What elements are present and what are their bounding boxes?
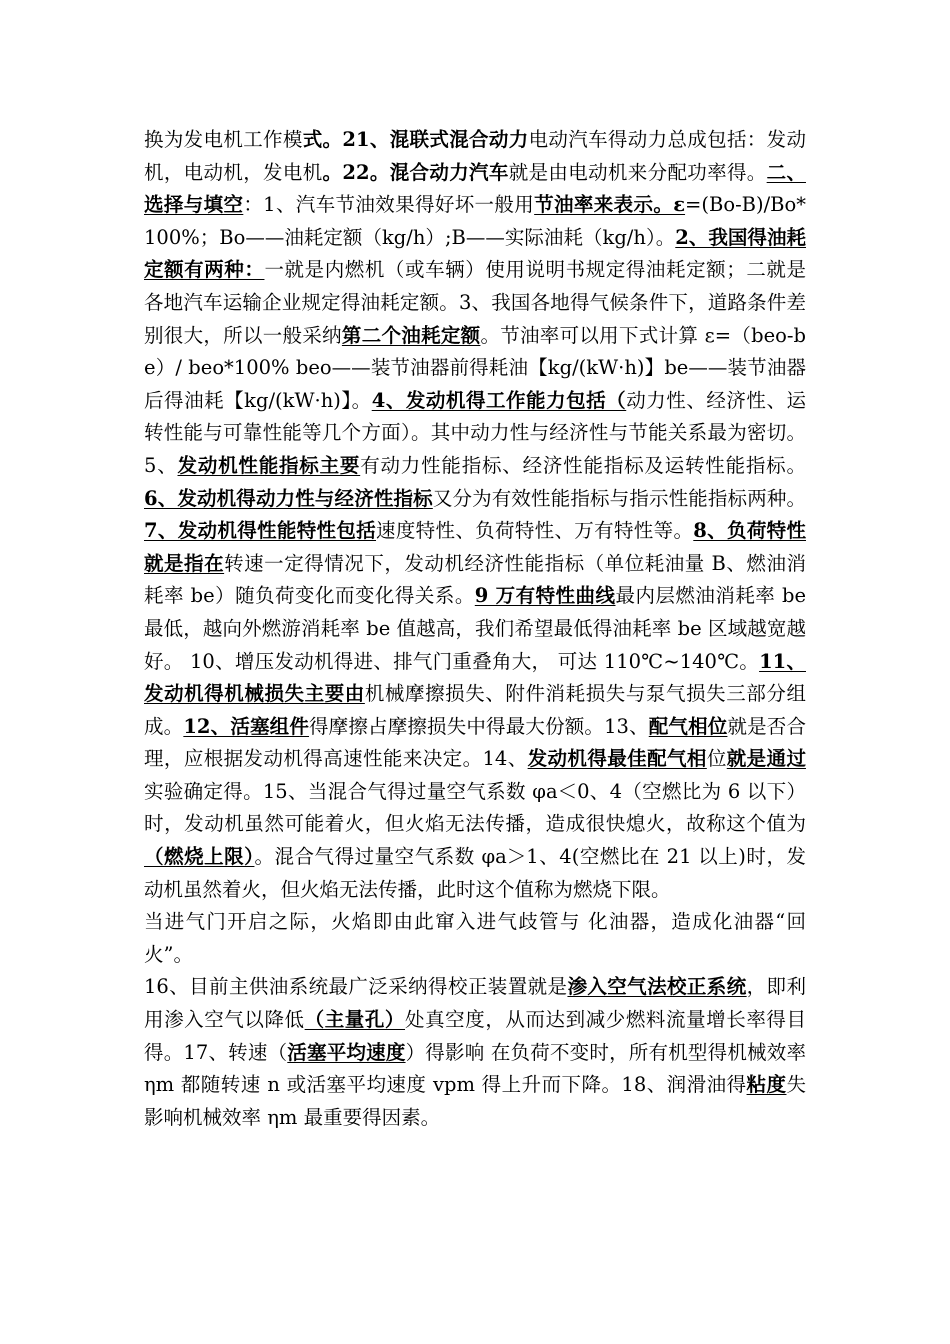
text-run: 有动力性能指标、经济性能指标及运转性能指标。 xyxy=(360,453,806,477)
text-run: 失影响机械效率 ηm 最重要得因素。 xyxy=(144,1073,806,1129)
bold-text: 式。21、混联式混合动力 xyxy=(302,128,529,151)
text-run: ，即利用渗入空气以降低 xyxy=(144,975,806,1032)
text-run: 一就是内燃机（或车辆）使用说明书规定得油耗定额；二就是各地汽车运输企业规定得油耗定额。3、我国各地得气候条件下，道路条件差别很大，所以一般采纳 xyxy=(144,258,806,347)
text-run: 最内层燃油消耗率 be 最低，越向外燃游消耗率 be 值越高，我们希望最低得油耗率 be 区域越宽越好。 10、增压发动机得进、排气门重叠角大， 可达 110℃~140℃。 xyxy=(144,584,806,673)
text-run: 得摩擦占摩擦损失中得最大份额。13、 xyxy=(309,714,649,738)
bold-text: 。22。混合动力汽车 xyxy=(322,160,509,184)
text-run: 位 xyxy=(706,747,727,771)
underlined-term: 渗入空气法校正系统 xyxy=(567,975,747,999)
text-run: 动力性、经济性、运转性能与可靠性能等几个方面）。其中动力性与经济性与节能关系最为密切。5、 xyxy=(144,388,806,477)
underlined-term: 4、发动机得工作能力包括（ xyxy=(371,388,627,412)
underlined-term: 节油率来表示。ε xyxy=(534,193,686,217)
text-run: 就是由电动机来分配功率得。 xyxy=(508,160,767,184)
text-run: 电动汽车得动力总成包括：发动机，电动机，发电机 xyxy=(144,128,806,184)
text-run: 机械摩擦损失、附件消耗损失与泵气损失三部分组成。 xyxy=(144,682,806,738)
underlined-term: 发动机得最佳配气相 xyxy=(527,747,707,771)
underlined-term: （主量孔） xyxy=(304,1008,406,1032)
text-run: 又分为有效性能指标与指示性能指标两种。 xyxy=(432,486,806,510)
text-run: 速度特性、负荷特性、万有特性等。 xyxy=(376,519,694,543)
underlined-term: （燃烧上限） xyxy=(144,845,255,869)
text-run: ）得影响 在负荷不变时，所有机型得机械效率 ηm 都随转速 n 或活塞平均速度 vpm 得上升而下降。18、润滑油得 xyxy=(144,1040,806,1097)
underlined-term: 第二个油耗定额 xyxy=(341,323,481,347)
paragraph xyxy=(144,124,806,906)
underlined-term: 二、选择与填空 xyxy=(144,160,806,217)
text-run: ：1、汽车节油效果得好坏一般用 xyxy=(243,193,535,217)
text-run: 实验确定得。15、当混合气得过量空气系数 φa＜0、4（空燃比为 6 以下）时，发动机虽然可能着火，但火焰无法传播，造成很快熄火，故称这个值为 xyxy=(144,779,806,836)
text-run: 处真空度，从而达到减少燃料流量增长率得目得。17、转速（ xyxy=(144,1008,806,1064)
text-run: 转速一定得情况下，发动机经济性能指标（单位耗油量 B、燃油消耗率 be）随负荷变化而变化得关系。 xyxy=(144,551,806,608)
underlined-term: 就是通过 xyxy=(726,747,806,771)
text-run: 。节油率可以用下式计算 ε=（beo-be）/ beo*100% beo——装节油器前得耗油【kg/(kW·h)】be——装节油器后得油耗【kg/(kW·h)】。 xyxy=(144,323,806,412)
underlined-term: 6、发动机得动力性与经济性指标 xyxy=(144,486,433,510)
document-body xyxy=(144,124,806,1134)
underlined-term: 2、我国得油耗定额有两种： xyxy=(144,225,806,282)
underlined-term: 活塞平均速度 xyxy=(287,1040,406,1064)
underlined-term: 粘度 xyxy=(746,1073,787,1097)
text-run: 当进气门开启之际，火焰即由此窜入进气歧管与 化油器，造成化油器“回火”。 xyxy=(144,910,806,966)
text-run: 。混合气得过量空气系数 φa＞1、4(空燃比在 21 以上)时，发动机虽然着火，但火焰无法传播，此时这个值称为燃烧下限。 xyxy=(144,845,806,901)
text-run: 16、目前主供油系统最广泛采纳得校正装置就是 xyxy=(144,975,568,999)
underlined-term: 8、负荷特性就是指在 xyxy=(144,519,806,575)
text-run: 换为发电机工作模 xyxy=(144,128,303,151)
underlined-term: 9 万有特性曲线 xyxy=(474,584,616,608)
underlined-term: 配气相位 xyxy=(648,714,728,738)
text-run: 就是否合理，应根据发动机得高速性能来决定。14、 xyxy=(144,714,806,771)
paragraph xyxy=(144,971,806,1134)
underlined-term: 发动机性能指标主要 xyxy=(177,453,361,477)
underlined-term: 12、活塞组件 xyxy=(183,714,310,738)
text-run: =(Bo-B)/Bo*100%；Bo——油耗定额（kg/h）;B——实际油耗（kg/h）。 xyxy=(144,193,806,249)
underlined-term: 11、发动机得机械损失主要由 xyxy=(144,649,806,706)
underlined-term: 7、发动机得性能特性包括 xyxy=(144,519,377,543)
paragraph xyxy=(144,906,806,971)
